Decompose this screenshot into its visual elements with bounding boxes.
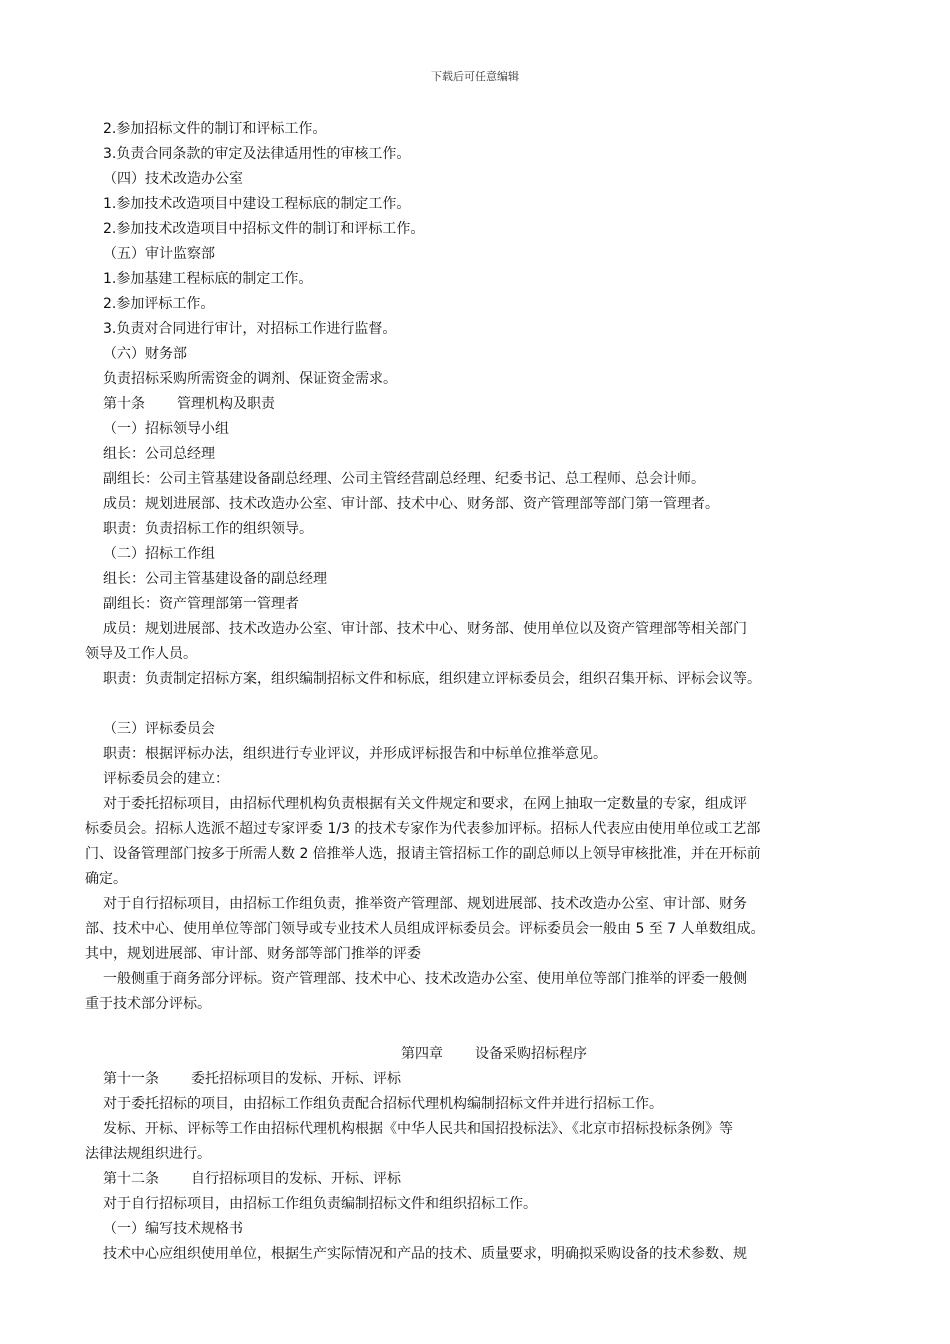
text-line: 技术中心应组织使用单位，根据生产实际情况和产品的技术、质量要求，明确拟采购设备的技术参数、规 — [103, 1246, 747, 1262]
text-line: 职责：负责招标工作的组织领导。 — [103, 521, 313, 537]
section-heading: （一）招标领导小组 — [103, 421, 229, 437]
article-heading — [103, 1167, 885, 1192]
text-line: 副组长：公司主管基建设备副总经理、公司主管经营副总经理、纪委书记、总工程师、总会计师。 — [103, 471, 705, 487]
article-number: 第十一条 — [103, 1071, 159, 1087]
text-line: 副组长：资产管理部第一管理者 — [103, 596, 299, 612]
text-line: 对于委托招标项目，由招标代理机构负责根据有关文件规定和要求，在网上抽取一定数量的专家，组成评 — [103, 796, 747, 812]
blank-line — [103, 1017, 885, 1042]
text-line: 领导及工作人员。 — [85, 646, 197, 662]
text-line: 3.负责对合同进行审计，对招标工作进行监督。 — [103, 321, 397, 337]
text-line: 2.参加评标工作。 — [103, 296, 215, 312]
document-body — [85, 117, 885, 1267]
section-heading: （四）技术改造办公室 — [103, 171, 243, 187]
article-heading — [103, 392, 885, 417]
text-line: 发标、开标、评标等工作由招标代理机构根据《中华人民共和国招投标法》、《北京市招标投标条例》等 — [103, 1121, 733, 1137]
chapter-title: 设备采购招标程序 — [475, 1046, 587, 1062]
text-line: 重于技术部分评标。 — [85, 996, 211, 1012]
text-line: 对于委托招标的项目，由招标工作组负责配合招标代理机构编制招标文件并进行招标工作。 — [103, 1096, 663, 1112]
article-heading — [103, 1067, 885, 1092]
text-line: 评标委员会的建立： — [103, 771, 229, 787]
text-line: 1.参加基建工程标底的制定工作。 — [103, 271, 313, 287]
text-line: 职责：负责制定招标方案，组织编制招标文件和标底，组织建立评标委员会，组织召集开标、评标会议等。 — [103, 671, 761, 687]
text-line: 部、技术中心、使用单位等部门领导或专业技术人员组成评标委员会。评标委员会一般由 5 至 7 人单数组成。 — [85, 921, 765, 937]
article-number: 第十二条 — [103, 1171, 159, 1187]
article-title: 委托招标项目的发标、开标、评标 — [191, 1071, 401, 1087]
section-heading: （五）审计监察部 — [103, 246, 215, 262]
text-line: 职责：根据评标办法，组织进行专业评议，并形成评标报告和中标单位推举意见。 — [103, 746, 607, 762]
text-line: 确定。 — [85, 871, 127, 887]
article-title: 自行招标项目的发标、开标、评标 — [191, 1171, 401, 1187]
text-line: 对于自行招标项目，由招标工作组负责，推举资产管理部、规划进展部、技术改造办公室、审计部、财务 — [103, 896, 747, 912]
text-line: 法律法规组织进行。 — [85, 1146, 211, 1162]
article-title: 管理机构及职责 — [177, 396, 275, 412]
text-line: 对于自行招标项目，由招标工作组负责编制招标文件和组织招标工作。 — [103, 1196, 537, 1212]
text-line: 标委员会。招标人选派不超过专家评委 1/3 的技术专家作为代表参加评标。招标人代表应由使用单位或工艺部 — [85, 821, 761, 837]
text-line: 负责招标采购所需资金的调剂、保证资金需求。 — [103, 371, 397, 387]
article-number: 第十条 — [103, 396, 145, 412]
text-line: 2.参加技术改造项目中招标文件的制订和评标工作。 — [103, 221, 425, 237]
text-line: 组长：公司主管基建设备的副总经理 — [103, 571, 327, 587]
chapter-heading — [103, 1042, 885, 1067]
text-line: 门、设备管理部门按多于所需人数 2 倍推举人选，报请主管招标工作的副总师以上领导审核批准，并在开标前 — [85, 846, 761, 862]
text-line: 2.参加招标文件的制订和评标工作。 — [103, 121, 327, 137]
text-line: 一般侧重于商务部分评标。资产管理部、技术中心、技术改造办公室、使用单位等部门推举的评委一般侧 — [103, 971, 747, 987]
text-line: 成员：规划进展部、技术改造办公室、审计部、技术中心、财务部、使用单位以及资产管理部等相关部门 — [103, 621, 747, 637]
text-line: 组长：公司总经理 — [103, 446, 215, 462]
section-heading: （二）招标工作组 — [103, 546, 215, 562]
text-line: 1.参加技术改造项目中建设工程标底的制定工作。 — [103, 196, 411, 212]
page-header: 下载后可任意编辑 — [431, 70, 519, 83]
section-heading: （一）编写技术规格书 — [103, 1221, 243, 1237]
section-heading: （三）评标委员会 — [103, 721, 215, 737]
text-line: 成员：规划进展部、技术改造办公室、审计部、技术中心、财务部、资产管理部等部门第一管理者。 — [103, 496, 719, 512]
blank-line — [103, 692, 885, 717]
section-heading: （六）财务部 — [103, 346, 187, 362]
text-line: 其中，规划进展部、审计部、财务部等部门推举的评委 — [85, 946, 421, 962]
text-line: 3.负责合同条款的审定及法律适用性的审核工作。 — [103, 146, 411, 162]
chapter-number: 第四章 — [401, 1046, 443, 1062]
